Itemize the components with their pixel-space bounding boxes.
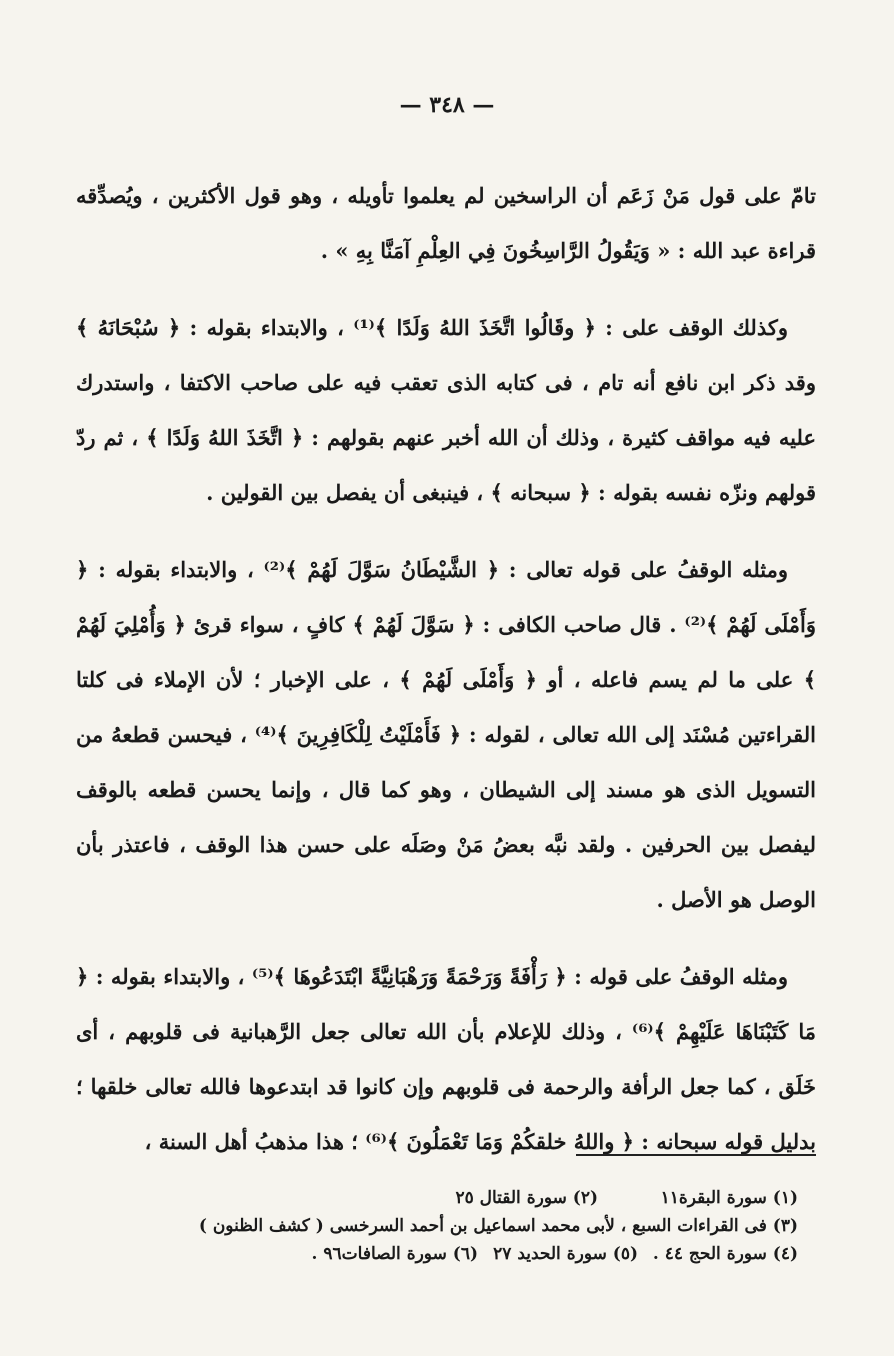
footnotes xyxy=(78,1184,798,1268)
footnote-1: (١) سورة البقرة١١ xyxy=(660,1188,798,1208)
paragraph-2: وكذلك الوقف على : ﴿ وقَالُوا اتَّخَذَ اللهُ وَلَدًا ﴾⁽¹⁾ ، والابتداء بقوله : ﴿ سُبْحَانَهُ ﴾ وقد ذكر ابن نافع أنه تام ، فى كتابه الذى تعقب فيه على صاحب الاكتفا ، واستدرك عليه فيه مواقف كثيرة ، وذلك أن الله أخبر عنهم بقولهم : ﴿ اتَّخَذَ اللهُ وَلَدًا ﴾ ، ثم ردّ قولهم ونزّه نفسه بقوله : ﴿ سبحانه ﴾ ، فينبغى أن يفصل بين القولين . xyxy=(76,315,816,505)
footnote-5: (٥) سورة الحديد ٢٧ xyxy=(493,1244,638,1264)
page-number: — ٣٤٨ — xyxy=(399,92,495,118)
footnote-6: (٦) سورة الصافات٩٦ . xyxy=(311,1244,478,1264)
footnote-3: (٣) فى القراءات السبع ، لأبى محمد اسماعيل بن أحمد السرخسى ( كشف الظنون ) xyxy=(198,1216,798,1236)
footnote-separator xyxy=(576,1154,816,1156)
footnote-4: (٤) سورة الحج ٤٤ . xyxy=(652,1244,798,1264)
footnote-2: (٢) سورة القتال ٢٥ xyxy=(455,1188,598,1208)
footnote-row-3 xyxy=(78,1240,798,1268)
paragraph-3: ومثله الوقفُ على قوله تعالى : ﴿ الشَّيْطَانُ سَوَّلَ لَهُمْ ﴾⁽²⁾ ، والابتداء بقوله : ﴿ وَأَمْلَى لَهُمْ ﴾⁽²⁾ . قال صاحب الكافى : ﴿ سَوَّلَ لَهُمْ ﴾ كافٍ ، سواء قرئ ﴿ وَأُمْلِيَ لَهُمْ ﴾ على ما لم يسم فاعله ، أو ﴿ وَأَمْلَى لَهُمْ ﴾ ، على الإخبار ؛ لأن الإملاء فى كلتا القراءتين مُسْنَد إلى الله تعالى ، لقوله : ﴿ فَأَمْلَيْتُ لِلْكَافِرِينَ ﴾⁽⁴⁾ ، فيحسن قطعهُ من التسويل الذى هو مسند إلى الشيطان ، وهو كما قال ، وإنما يحسن قطعه بالوقف ليفصل بين الحرفين . ولقد نبَّه بعضُ مَنْ وصَلَه على حسن هذا الوقف ، فاعتذر بأن الوصل هو الأصل . xyxy=(76,557,816,912)
footnote-row-1 xyxy=(78,1184,798,1212)
paragraph-1: تامّ على قول مَنْ زَعَم أن الراسخين لم يعلموا تأويله ، وهو قول الأكثرين ، ويُصدِّقه قراءة عبد الله : « وَيَقُولُ الرَّاسِخُونَ فِي العِلْمِ آمَنَّا بِهِ » . xyxy=(76,183,817,263)
footnote-row-2 xyxy=(78,1212,798,1240)
paragraph-4: ومثله الوقفُ على قوله : ﴿ رَأْفَةً وَرَحْمَةً وَرَهْبَانِيَّةً ابْتَدَعُوهَا ﴾⁽⁵⁾ ، والابتداء بقوله : ﴿ مَا كَتَبْنَاهَا عَلَيْهِمْ ﴾⁽⁶⁾ ، وذلك للإعلام بأن الله تعالى جعل الرَّهبانية فى قلوبهم ، أى خَلَق ، كما جعل الرأفة والرحمة فى قلوبهم وإن كانوا قد ابتدعوها فالله تعالى خلقها ؛ بدليل قوله سبحانه : ﴿ واللهُ خلقكُمْ وَمَا تَعْمَلُونَ ﴾⁽⁶⁾ ؛ هذا مذهبُ أهل السنة ، xyxy=(76,964,816,1154)
body-text xyxy=(76,168,816,1191)
